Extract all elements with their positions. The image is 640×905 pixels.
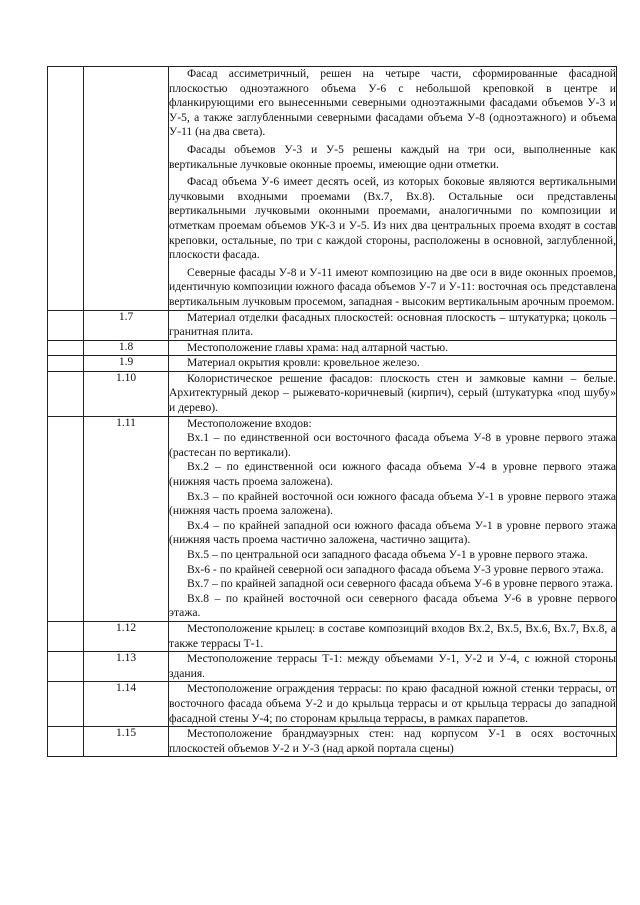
blank-cell xyxy=(48,621,84,651)
paragraph: Местоположение крылец: в составе композиций входов Вх.2, Вх.5, Вх.6, Вх.7, Вх.8, а также террасы Т-1. xyxy=(169,621,616,650)
row-text xyxy=(169,371,617,416)
paragraph: Фасад ассиметричный, решен на четыре части, сформированные фасадной плоскостью одноэтажного объема У-6 с небольшой креповкой в центре и фланкирующими его вынесенными северными одноэтажными фасадами объемов У-3 и У-5, а также заглубленными северными фасадами объема У-8 (одноэтажного) и объема У-11 (на два света). xyxy=(169,67,616,139)
row-text xyxy=(169,621,617,651)
blank-cell xyxy=(48,356,84,372)
paragraph: Вх.2 – по единственной оси южного фасада объема У-4 в уровне первого этажа (нижняя часть проема заложена). xyxy=(169,460,616,489)
paragraph: Фасады объемов У-3 и У-5 решены каждый на три оси, выполненные как вертикальные лучковые оконные проемы, имеющие одни отметки. xyxy=(169,142,616,171)
paragraph: Материал отделки фасадных плоскостей: основная плоскость – штукатурка; цоколь – гранитная плита. xyxy=(169,310,616,339)
row-number: 1.8 xyxy=(84,340,169,356)
paragraph: Колористическое решение фасадов: плоскость стен и замковые камни – белые. Архитектурный декор – рыжевато-коричневый (кирпич), серый (штукатурка «под шубу» и дерево). xyxy=(169,371,616,415)
row-text xyxy=(169,310,617,340)
row-number: 1.14 xyxy=(84,682,169,727)
paragraph: Вх.7 – по крайней западной оси северного фасада объема У-6 в уровне первого этажа. xyxy=(187,577,614,591)
paragraph: Вх.3 – по крайней восточной оси южного фасада объема У-1 в уровне первого этажа (нижняя часть проема заложена). xyxy=(169,489,616,518)
row-number: 1.11 xyxy=(84,416,169,621)
paragraph: Материал окрытия кровли: кровельное железо. xyxy=(187,356,420,370)
table-row xyxy=(48,727,617,757)
row-text xyxy=(169,682,617,727)
row-text xyxy=(169,67,617,311)
paragraph: Вх.8 – по крайней восточной оси северного фасада объема У-6 в уровне первого этажа. xyxy=(169,591,616,620)
row-text xyxy=(169,340,617,356)
paragraph: Местоположение главы храма: над алтарной частью. xyxy=(187,340,449,354)
row-number: 1.10 xyxy=(84,371,169,416)
blank-cell xyxy=(48,652,84,682)
row-number: 1.13 xyxy=(84,652,169,682)
paragraph: Вх.4 – по крайней западной оси южного фасада объема У-1 в уровне первого этажа (нижняя часть проема частично заложена, частично защита). xyxy=(169,518,616,547)
blank-cell xyxy=(48,310,84,340)
paragraph: Вх.5 – по центральной оси западного фасада объема У-1 в уровне первого этажа. xyxy=(187,548,588,561)
row-number: 1.12 xyxy=(84,621,169,651)
paragraph: Северные фасады У-8 и У-11 имеют композицию на две оси в виде оконных проемов, идентичную композиции южного фасада объемов У-7 и У-11: восточная ось представлена вертикальным лучковым просемом, западная - высоким вертикальным арочным проемом. xyxy=(169,265,616,308)
paragraph: Фасад объема У-6 имеет десять осей, из которых боковые являются вертикальными лучковыми входными проемами (Вх.7, Вх.8). Остальные оси представлены вертикальными лучковыми оконными проемами, аналогичными по композиции и отметкам проемам объемов УК-3 и У-5. Из них два центральных проема входят в состав креповки, остальные, по три с каждой стороны, расположены в основной, заглубленной, плоскости фасада. xyxy=(169,175,616,262)
table-row xyxy=(48,371,617,416)
table-row xyxy=(48,682,617,727)
row-text xyxy=(169,727,617,757)
row-number: 1.9 xyxy=(84,356,169,372)
table-row xyxy=(48,356,617,372)
table-row xyxy=(48,67,617,311)
paragraph: Вх-6 - по крайней северной оси западного фасада объема У-3 уровне первого этажа. xyxy=(187,562,604,576)
table-row xyxy=(48,621,617,651)
blank-cell xyxy=(48,340,84,356)
row-text xyxy=(169,652,617,682)
row-number xyxy=(84,67,169,311)
attributes-table xyxy=(47,66,617,757)
table-row xyxy=(48,340,617,356)
paragraph: Вх.1 – по единственной оси восточного фасада объема У-8 в уровне первого этажа (растесан по вертикали). xyxy=(169,431,616,459)
blank-cell xyxy=(48,371,84,416)
row-text xyxy=(169,416,617,621)
blank-cell xyxy=(48,67,84,311)
table-row xyxy=(48,652,617,682)
paragraph: Местоположение брандмауэрных стен: над корпусом У-1 в осях восточных плоскостей объемов У-2 и У-3 (над аркой портала сцены) xyxy=(169,727,616,755)
row-number: 1.15 xyxy=(84,727,169,757)
paragraph: Местоположение террасы Т-1: между объемами У-1, У-2 и У-4, с южной стороны здания. xyxy=(169,652,616,680)
blank-cell xyxy=(48,682,84,727)
row-text xyxy=(169,356,617,372)
table-row xyxy=(48,416,617,621)
table-row xyxy=(48,310,617,340)
row-number: 1.7 xyxy=(84,310,169,340)
blank-cell xyxy=(48,727,84,757)
blank-cell xyxy=(48,416,84,621)
paragraph: Местоположение ограждения террасы: по краю фасадной южной стенки террасы, от восточного фасада объема У-2 и до крыльца террасы и от крыльца террасы до западной фасадной стены У-4; по сторонам крыльца террасы, в рамках парапетов. xyxy=(169,682,616,725)
paragraph: Местоположение входов: xyxy=(187,416,312,430)
